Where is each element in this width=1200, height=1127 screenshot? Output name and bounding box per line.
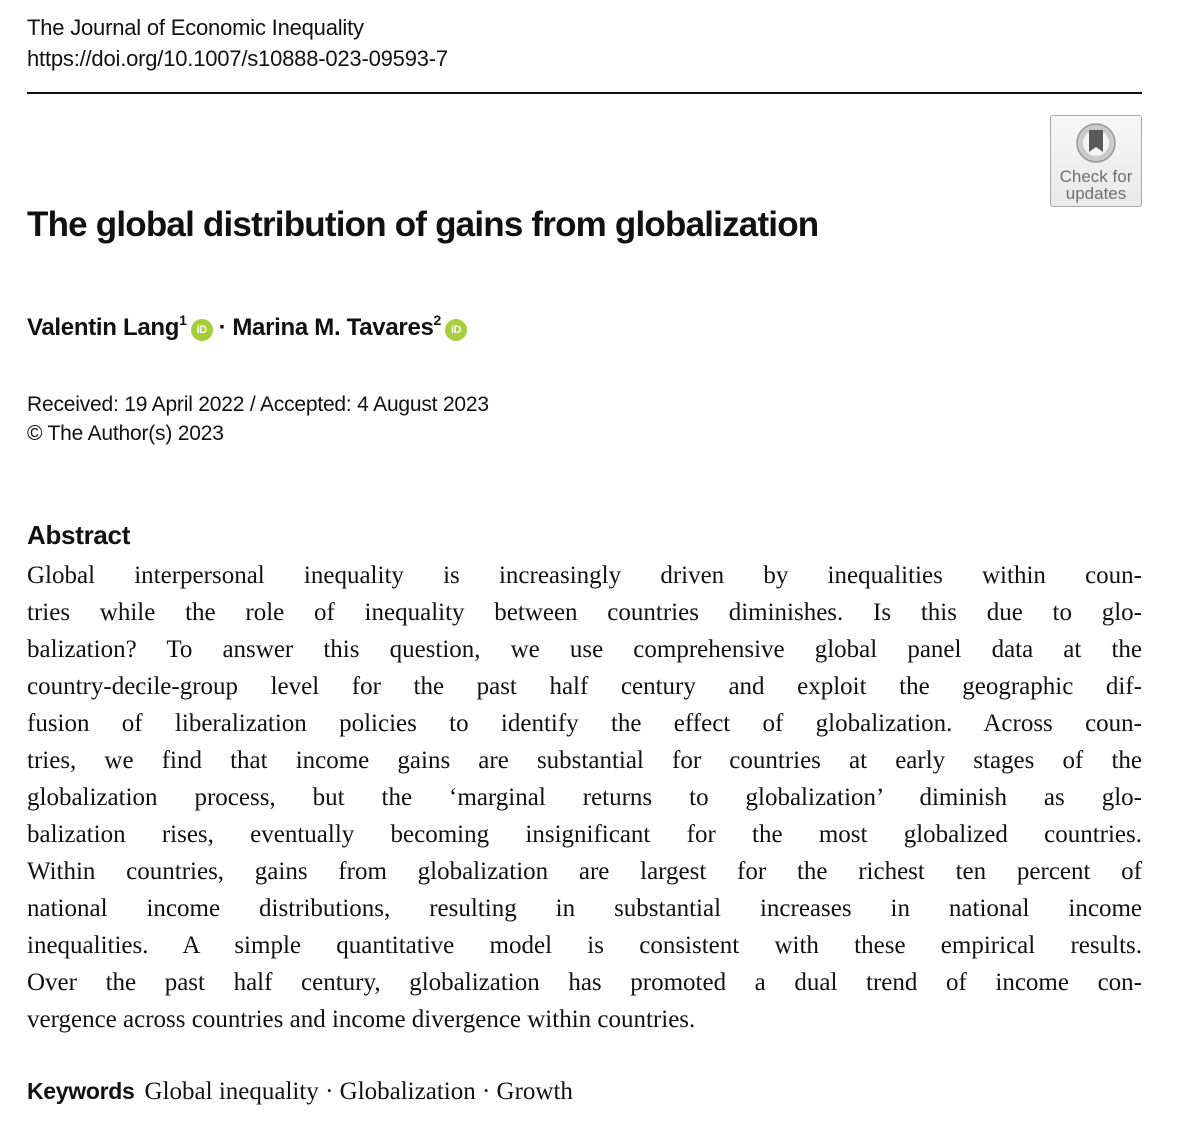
orcid-icon[interactable]: iD — [445, 319, 467, 341]
abstract-line: Global interpersonal inequality is increasingly driven by inequalities within coun- — [27, 562, 1142, 589]
author-separator: · — [218, 314, 227, 341]
header-divider — [27, 92, 1142, 94]
crossmark-line1: Check for — [1059, 167, 1133, 186]
abstract-line: Within countries, gains from globalization are largest for the richest ten percent of — [27, 858, 1142, 885]
author-affiliation: 2 — [433, 312, 442, 328]
doi-link[interactable]: https://doi.org/10.1007/s10888-023-09593-7 — [27, 46, 448, 71]
article-title: The global distribution of gains from globalization — [27, 205, 819, 244]
received-accepted-dates: Received: 19 April 2022 / Accepted: 4 August 2023 — [27, 393, 489, 416]
keyword-separator: · — [475, 1078, 497, 1105]
journal-name: The Journal of Economic Inequality — [27, 15, 364, 40]
abstract-line: vergence across countries and income divergence within countries. — [27, 1006, 696, 1033]
keyword-item: Globalization — [339, 1078, 476, 1105]
keyword-item: Global inequality — [144, 1078, 319, 1105]
keywords-label: Keywords — [27, 1078, 135, 1104]
author-name: Valentin Lang — [27, 314, 180, 341]
abstract-line: tries, we find that income gains are substantial for countries at early stages of the — [27, 747, 1142, 774]
abstract-heading: Abstract — [27, 520, 131, 550]
keyword-item: Growth — [496, 1078, 573, 1105]
abstract-line: country-decile-group level for the past half century and exploit the geographic dif- — [27, 673, 1142, 700]
keywords-section — [27, 1074, 573, 1109]
crossmark-icon — [1075, 122, 1117, 164]
check-for-updates-badge[interactable] — [1050, 115, 1142, 207]
crossmark-label — [1051, 168, 1141, 202]
copyright-notice: © The Author(s) 2023 — [27, 422, 224, 445]
abstract-line: tries while the role of inequality between countries diminishes. Is this due to glo- — [27, 599, 1142, 626]
author-list — [27, 305, 467, 343]
crossmark-line2: updates — [1065, 184, 1127, 203]
abstract-line: globalization process, but the ‘marginal returns to globalization’ diminish as glo- — [27, 784, 1142, 811]
abstract-text — [27, 557, 1142, 1038]
author-name: Marina M. Tavares — [232, 314, 434, 341]
orcid-icon[interactable]: iD — [191, 319, 213, 341]
abstract-line: Over the past half century, globalization has promoted a dual trend of income con- — [27, 969, 1142, 996]
abstract-line: national income distributions, resulting in substantial increases in national income — [27, 895, 1142, 922]
abstract-line: balization? To answer this question, we use comprehensive global panel data at the — [27, 636, 1142, 663]
abstract-line: fusion of liberalization policies to identify the effect of globalization. Across coun- — [27, 710, 1142, 737]
abstract-line: balization rises, eventually becoming insignificant for the most globalized countries. — [27, 821, 1142, 848]
keyword-separator: · — [318, 1078, 340, 1105]
author-affiliation: 1 — [179, 312, 187, 328]
abstract-line: inequalities. A simple quantitative model is consistent with these empirical results. — [27, 932, 1142, 959]
